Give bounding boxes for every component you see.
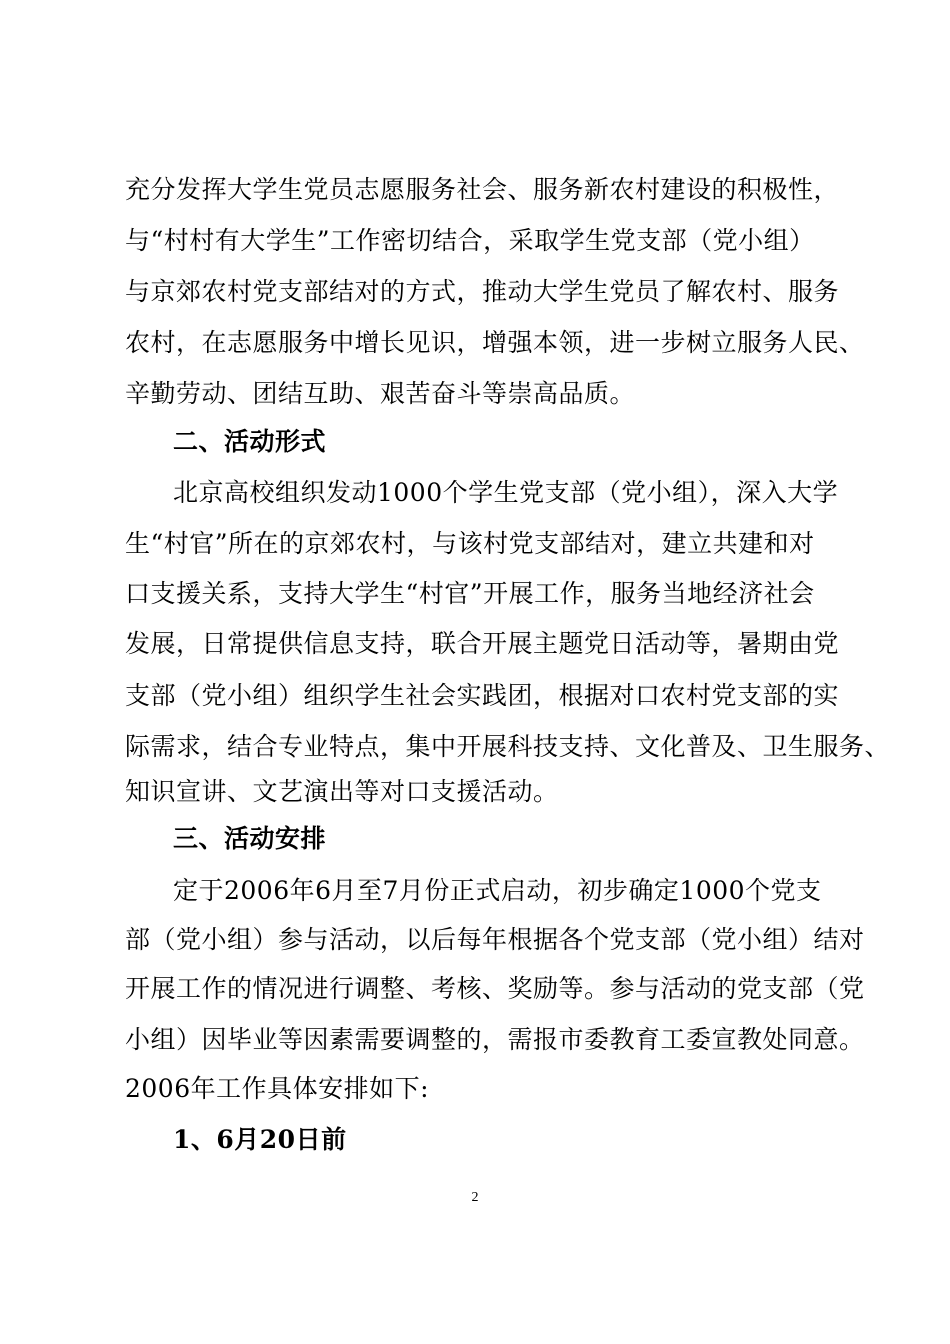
body-text-line: 农村，在志愿服务中增长见识，增强本领，进一步树立服务人民、 (125, 328, 865, 357)
body-text-line: 开展工作的情况进行调整、考核、奖励等。参与活动的党支部（党 (125, 974, 865, 1003)
page-number: 2 (471, 1190, 479, 1205)
body-text-line: 际需求，结合专业特点，集中开展科技支持、文化普及、卫生服务、 (125, 732, 891, 761)
section-heading: 三、活动安排 (173, 824, 327, 853)
section-heading: 二、活动形式 (173, 427, 327, 456)
body-text-line: 辛勤劳动、团结互助、艰苦奋斗等崇高品质。 (125, 379, 636, 408)
body-text-line: 发展，日常提供信息支持，联合开展主题党日活动等，暑期由党 (125, 629, 840, 658)
body-text-line: 支部（党小组）组织学生社会实践团，根据对口农村党支部的实 (125, 681, 840, 710)
body-text-line: 与“村村有大学生”工作密切结合，采取学生党支部（党小组） (125, 226, 815, 255)
subsection-heading: 1、6月20日前 (173, 1125, 347, 1154)
body-text-line: 与京郊农村党支部结对的方式，推动大学生党员了解农村、服务 (125, 277, 840, 306)
body-text-line: 北京高校组织发动1000个学生党支部（党小组），深入大学 (173, 478, 839, 507)
body-text-line: 定于2006年6月至7月份正式启动，初步确定1000个党支 (173, 876, 822, 905)
body-text-line: 生“村官”所在的京郊农村，与该村党支部结对，建立共建和对 (125, 529, 815, 558)
body-text-line: 充分发挥大学生党员志愿服务社会、服务新农村建设的积极性， (125, 175, 840, 204)
body-text-line: 知识宣讲、文艺演出等对口支援活动。 (125, 777, 559, 806)
body-text-line: 口支援关系，支持大学生“村官”开展工作，服务当地经济社会 (125, 579, 815, 608)
body-text-line: 2006年工作具体安排如下: (125, 1074, 430, 1103)
body-text-line: 小组）因毕业等因素需要调整的，需报市委教育工委宣教处同意。 (125, 1025, 865, 1054)
body-text-line: 部（党小组）参与活动，以后每年根据各个党支部（党小组）结对 (125, 925, 865, 954)
